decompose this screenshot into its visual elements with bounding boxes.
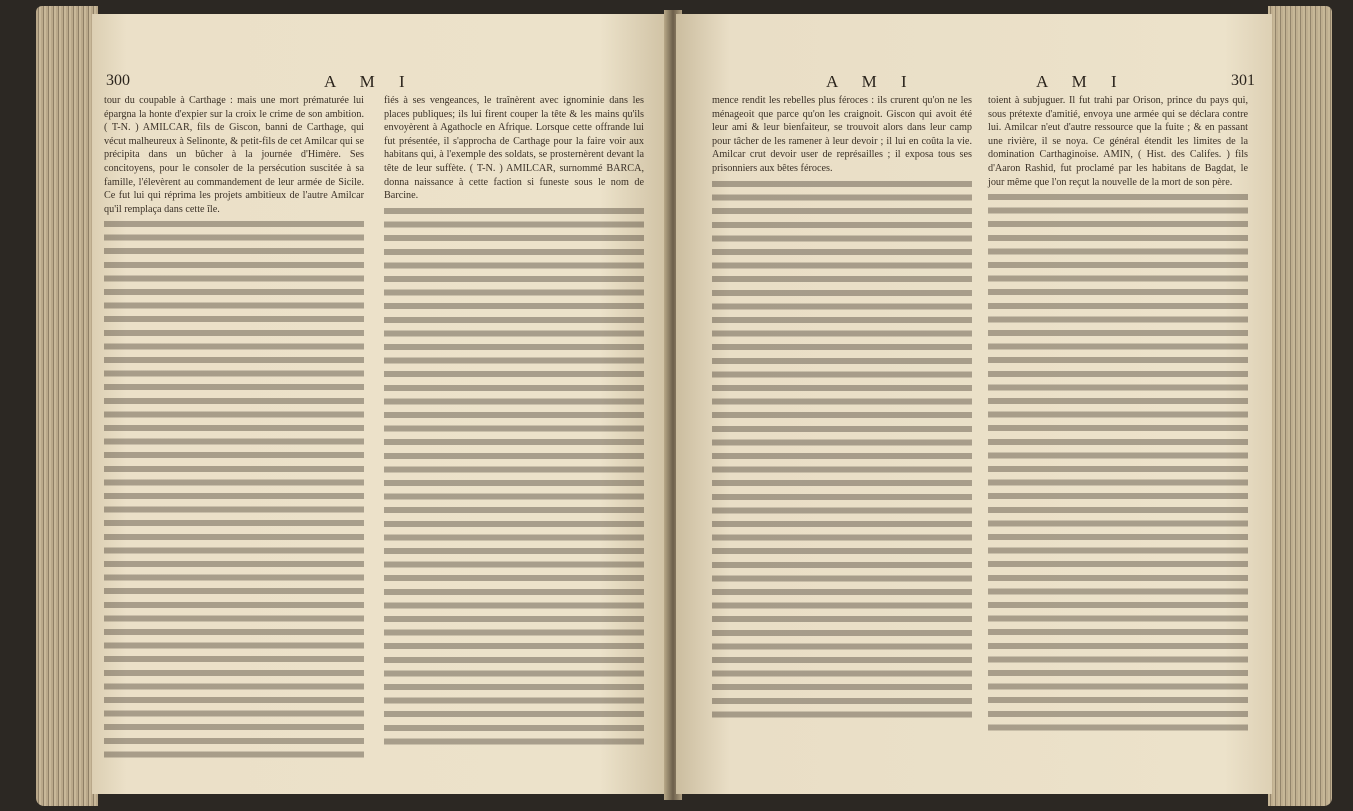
right-page-number: 301 bbox=[1231, 72, 1255, 89]
text-lines bbox=[712, 178, 972, 718]
right-page-edges bbox=[1268, 6, 1332, 806]
right-column-1-text: mence rendit les rebelles plus féroces : ils crurent qu'on ne les ménageoit que parce qu'on les craignoit. Giscon qui avoit été leur ami & leur bienfaiteur, se trouvoit alors dans leur camp pour tâcher de les ramener à leur devoir ; il lui en coûta la vie. Amilcar crut devoir user de représailles ; il exposa tous ses prisonniers aux bêtes féroces. bbox=[712, 95, 972, 174]
left-column-1 bbox=[104, 94, 364, 758]
right-column-2 bbox=[988, 94, 1248, 731]
left-page bbox=[92, 14, 669, 794]
right-running-head: A M I bbox=[826, 72, 917, 91]
right-column-1 bbox=[712, 94, 972, 718]
left-column-2-text: fiés à ses vengeances, le traînèrent avec ignominie dans les places publiques; ils lui firent couper la tête & les mains qu'ils envoyèrent à Agathocle en Afrique. Lorsque cette offrande lui fut présentée, il s'approcha de Carthage pour la faire voir aux habitans qui, à l'exemple des soldats, se prosternèrent devant la tête de leur suffète. ( T-N. ) AMILCAR, surnommé BARCA, donna naissance à cette faction si funeste sous le nom de Barcine. bbox=[384, 95, 644, 202]
text-lines bbox=[988, 191, 1248, 731]
left-running-head: A M I bbox=[324, 72, 415, 91]
left-page-number: 300 bbox=[106, 72, 130, 89]
left-column-2 bbox=[384, 94, 644, 745]
right-page bbox=[676, 14, 1272, 794]
text-lines bbox=[104, 218, 364, 758]
left-page-edges bbox=[36, 6, 98, 806]
right-running-head-2: A M I bbox=[1036, 72, 1127, 91]
text-lines bbox=[384, 205, 644, 745]
left-column-1-text: tour du coupable à Carthage : mais une mort prématurée lui épargna la honte d'expier sur la croix le crime de son ambition. ( T-N. ) AMILCAR, fils de Giscon, banni de Carthage, qui vécut malheureux à Selinonte, & petit-fils de cet Amilcar qui se précipita dans un bûcher à la journée d'Himère. Ses concitoyens, pour le consoler de la persécution suscitée à sa famille, l'élevèrent au commandement de leur armée de Sicile. Ce fut lui qui réprima les projets ambitieux de l'autre Amilcar qu'il remplaça dans cette île. bbox=[104, 95, 364, 215]
right-column-2-text: toient à subjuguer. Il fut trahi par Orison, prince du pays qui, sous prétexte d'amitié, envoya une armée qui se déclara contre lui. Amilcar n'eut d'autre ressource que la fuite ; & en passant une rivière, il se noya. Ce général étendit les limites de la domination Carthaginoise. AMIN, ( Hist. des Califes. ) fils d'Aaron Rashid, fut proclamé par les habitans de Bagdat, le jour même que l'on reçut la nouvelle de la mort de son père. bbox=[988, 95, 1248, 188]
